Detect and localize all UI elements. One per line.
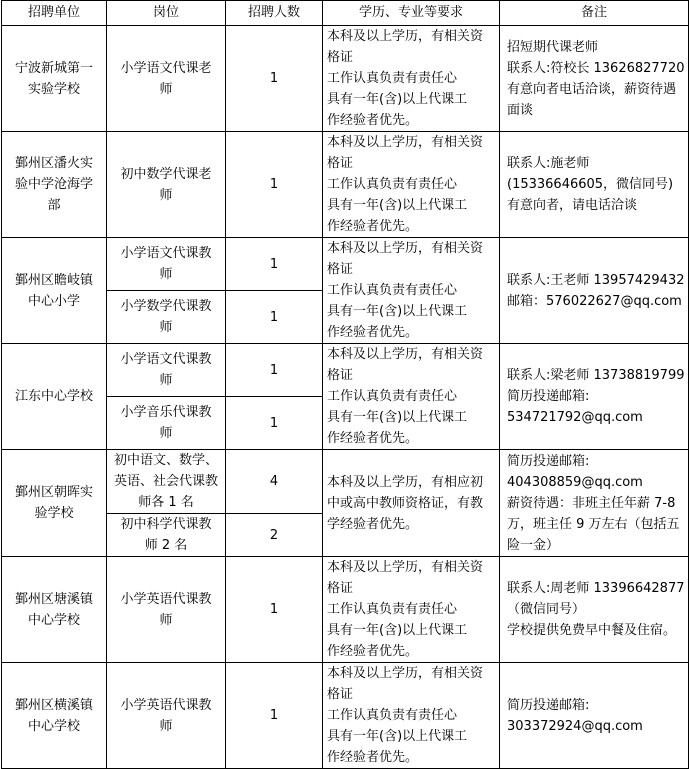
note-cell-line: 联系人:符校长 13626827720 [507,60,685,76]
count-cell: 1 [226,291,323,344]
table-row [2,132,689,238]
unit-cell-line: 鄞州区朝晖实 [14,485,93,500]
note-cell-line: 招短期代课老师 [507,39,599,55]
requirements-cell-line: 格证 [327,262,354,277]
note-cell-line: 303372924@qq.com [507,718,643,734]
requirements-cell-line: 作经验者优先。 [327,750,419,765]
note-cell-line: 有意向者，请电话洽谈 [507,198,638,213]
count-cell: 1 [226,132,323,238]
position-cell-line: 初中语文、数学、 [113,453,218,468]
position-cell-line: 初中科学代课教 [120,517,212,532]
note-cell-line: 简历投递邮箱: [507,389,590,404]
note-cell-line: 有意向者电话洽谈，薪资待遇 [507,81,677,97]
requirements-cell-line: 具有一年(含)以上代课工 [327,410,468,425]
table-row [2,557,689,663]
position-cell [107,557,226,663]
requirements-cell-line: 工作认真负责有责任心 [327,177,458,192]
unit-cell [2,663,107,769]
position-cell-line: 初中数学代课老 [120,166,212,182]
position-cell-line: 师 [159,320,173,335]
requirements-cell-line: 工作认真负责有责任心 [327,283,458,298]
position-cell-line: 师 [159,81,173,97]
position-cell-line: 小学英语代课教 [120,591,212,607]
unit-cell-line: 宁波新城第一 [14,60,93,76]
position-cell [107,26,226,132]
note-cell-line: 面谈 [507,102,534,118]
position-cell-line: 小学语文代课教 [120,352,212,367]
table-row [2,344,689,397]
requirements-cell-line: 具有一年(含)以上代课工 [327,92,468,107]
count-cell: 1 [226,663,323,769]
count-cell: 1 [226,557,323,663]
unit-cell [2,238,107,344]
note-cell-line: 联系人:施老师 [507,156,590,171]
count-cell: 4 [226,450,323,514]
position-cell [107,663,226,769]
position-cell-line: 师 [159,187,173,203]
requirements-cell-line: 本科及以上学历，有相关资 [327,666,484,681]
requirements-cell [323,132,500,238]
requirements-cell-line: 本科及以上学历，有相关资 [327,135,484,150]
table-row [2,663,689,769]
note-cell [500,238,689,344]
requirements-cell-line: 工作认真负责有责任心 [327,71,458,86]
position-cell [107,514,226,557]
unit-cell-line: 中心小学 [27,293,80,309]
note-cell-line: 联系人:周老师 13396642877 [507,581,685,596]
note-cell [500,557,689,663]
position-cell-line: 师 [159,267,173,282]
header-unit: 招聘单位 [2,1,107,26]
requirements-cell-line: 本科及以上学历，有相关资 [327,29,484,44]
requirements-cell-line: 格证 [327,581,354,596]
table-row [2,26,689,132]
unit-cell-line: 实验学校 [27,81,80,97]
requirements-cell-line: 本科及以上学历，有相关资 [327,241,484,256]
note-cell-line: （微信同号） [507,602,586,617]
table-row [2,450,689,514]
position-cell-line: 小学英语代课教 [120,697,212,713]
requirements-cell-line: 具有一年(含)以上代课工 [327,198,468,213]
requirements-cell-line: 工作认真负责有责任心 [327,708,458,723]
unit-cell-line: 中心学校 [27,612,80,628]
unit-cell [2,450,107,557]
note-cell-line: 万，班主任 9 万左右（包括五 [507,516,680,532]
requirements-cell-line: 格证 [327,687,354,702]
unit-cell-line: 鄞州区潘火实 [14,156,93,171]
requirements-cell-line: 工作认真负责有责任心 [327,389,458,404]
header-count: 招聘人数 [226,1,323,26]
position-cell-line: 小学数学代课教 [120,299,212,314]
unit-cell-line: 部 [47,198,61,213]
header-note: 备注 [500,1,689,26]
unit-cell-line: 鄞州区横溪镇 [14,697,93,713]
requirements-cell-line: 中或高中教师资格证，有教 [327,495,484,511]
table-row [2,238,689,291]
unit-cell-line: 鄞州区塘溪镇 [14,591,93,607]
requirements-cell-line: 格证 [327,156,354,171]
unit-cell [2,557,107,663]
position-cell [107,397,226,450]
position-cell-line: 师 [159,718,173,734]
requirements-cell-line: 作经验者优先。 [327,431,419,446]
unit-cell-line: 鄞州区瞻岐镇 [14,272,93,288]
note-cell [500,132,689,238]
recruitment-table [1,0,689,769]
requirements-cell-line: 本科及以上学历，有相应初 [327,474,484,490]
requirements-cell-line: 格证 [327,368,354,383]
position-cell [107,238,226,291]
unit-cell-line: 江东中心学校 [14,389,93,404]
count-cell: 1 [226,238,323,291]
position-cell-line: 师 [159,373,173,388]
count-cell: 2 [226,514,323,557]
note-cell [500,450,689,557]
position-cell-line: 小学音乐代课教 [120,405,212,420]
position-cell [107,450,226,514]
position-cell [107,344,226,397]
requirements-cell [323,663,500,769]
note-cell-line: (15336646605，微信同号) [507,177,674,192]
count-cell: 1 [226,26,323,132]
requirements-cell-line: 学经验者优先。 [327,516,419,532]
requirements-cell-line: 具有一年(含)以上代课工 [327,623,468,638]
requirements-cell-line: 作经验者优先。 [327,113,419,128]
unit-cell [2,132,107,238]
position-cell-line: 师 [159,612,173,628]
unit-cell [2,344,107,450]
note-cell-line: 薪资待遇：非班主任年薪 7-8 [507,495,676,511]
position-cell [107,291,226,344]
note-cell [500,26,689,132]
requirements-cell-line: 作经验者优先。 [327,219,419,234]
requirements-cell-line: 本科及以上学历，有相关资 [327,560,484,575]
header-requirements: 学历、专业等要求 [323,1,500,26]
requirements-cell [323,26,500,132]
position-cell-line: 师 [159,426,173,441]
requirements-cell-line: 工作认真负责有责任心 [327,602,458,617]
requirements-cell-line: 具有一年(含)以上代课工 [327,304,468,319]
count-cell: 1 [226,344,323,397]
requirements-cell [323,344,500,450]
position-cell-line: 师各 1 名 [138,495,194,510]
position-cell-line: 小学语文代课老 [120,60,212,76]
requirements-cell-line: 具有一年(含)以上代课工 [327,729,468,744]
note-cell [500,663,689,769]
header-row [2,1,689,26]
requirements-cell-line: 本科及以上学历，有相关资 [327,347,484,362]
requirements-cell-line: 格证 [327,50,354,65]
count-cell: 1 [226,397,323,450]
note-cell-line: 404308859@qq.com [507,474,643,490]
position-cell [107,132,226,238]
note-cell-line: 联系人:梁老师 13738819799 [507,368,685,383]
note-cell-line: 学校提供免费早中餐及住宿。 [507,623,677,638]
requirements-cell [323,557,500,663]
table-body [2,26,689,769]
unit-cell-line: 验学校 [34,506,74,521]
position-cell-line: 小学语文代课教 [120,246,212,261]
note-cell-line: 简历投递邮箱: [507,697,590,713]
unit-cell-line: 中心学校 [27,718,80,734]
note-cell-line: 邮箱：576022627@qq.com [507,293,682,309]
note-cell-line: 534721792@qq.com [507,410,643,425]
note-cell-line: 险一金） [507,537,560,553]
note-cell-line: 简历投递邮箱: [507,453,590,469]
position-cell-line: 师 2 名 [144,538,188,553]
requirements-cell-line: 作经验者优先。 [327,325,419,340]
unit-cell [2,26,107,132]
note-cell-line: 联系人:王老师 13957429432 [507,272,685,288]
unit-cell-line: 验中学沧海学 [14,177,93,192]
requirements-cell [323,450,500,557]
note-cell [500,344,689,450]
requirements-cell [323,238,500,344]
requirements-cell-line: 作经验者优先。 [327,644,419,659]
position-cell-line: 英语、社会代课教 [113,474,218,489]
header-position: 岗位 [107,1,226,26]
